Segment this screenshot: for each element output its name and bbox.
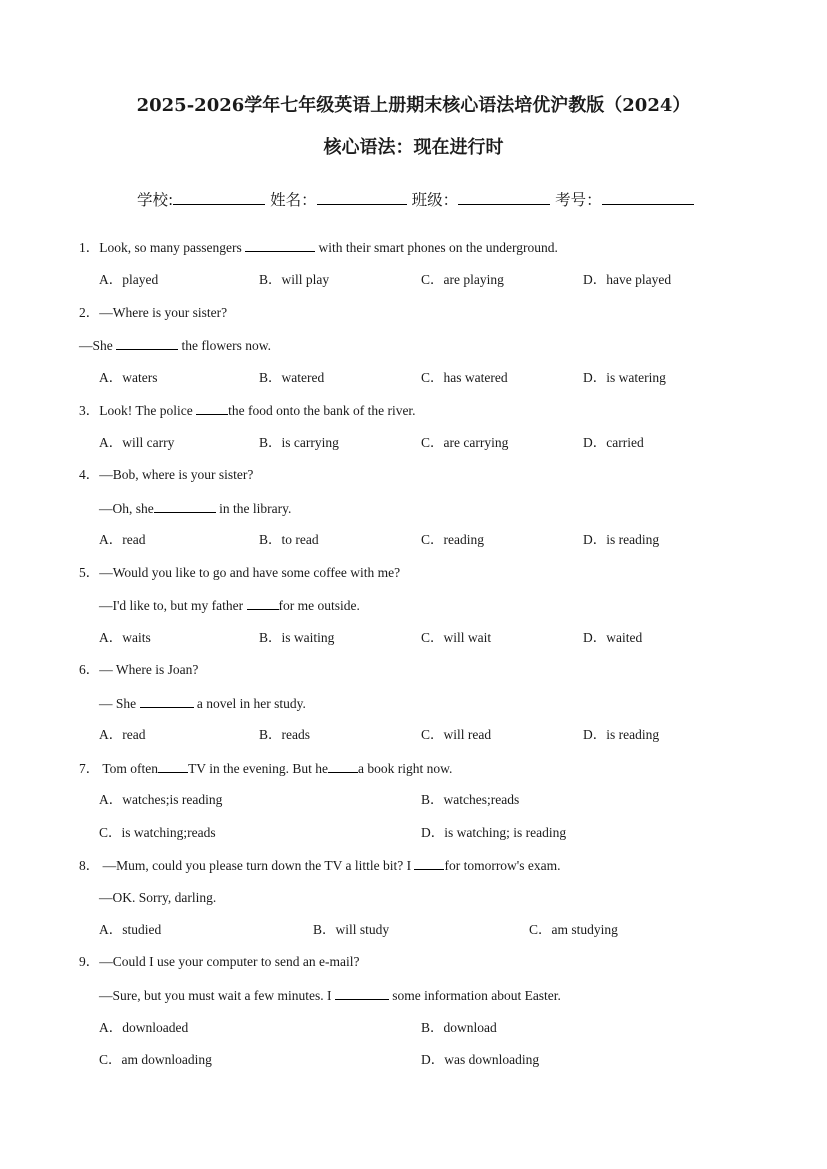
- question-1-option-d[interactable]: D．have played: [583, 272, 672, 287]
- question-9-option-a[interactable]: A．downloaded: [99, 1020, 189, 1035]
- question-4-option-c[interactable]: C．reading: [421, 532, 484, 547]
- question-1-option-a[interactable]: A．played: [99, 272, 159, 287]
- page-title: 2025-2026学年七年级英语上册期末核心语法培优沪教版（2024）: [136, 95, 691, 116]
- question-7-option-a[interactable]: A．watches;is reading: [99, 792, 223, 807]
- name-field[interactable]: [317, 190, 407, 205]
- question-2-option-d[interactable]: D．is watering: [583, 370, 666, 385]
- question-number: 4．: [79, 467, 100, 482]
- question-4-answer-line: —Oh, she in the library.: [99, 501, 292, 516]
- exam-no-field[interactable]: [602, 190, 694, 205]
- question-4-option-b[interactable]: B．to read: [259, 532, 319, 547]
- question-5-option-d[interactable]: D．waited: [583, 630, 643, 645]
- question-1-option-c[interactable]: C．are playing: [421, 272, 504, 287]
- question-2-option-c[interactable]: C．has watered: [421, 370, 508, 385]
- question-2-option-a[interactable]: A．waters: [99, 370, 158, 385]
- question-1-stem: 1．Look, so many passengers with their smart phones on the underground.: [79, 240, 558, 255]
- question-8-reply: —OK. Sorry, darling.: [99, 890, 217, 905]
- answer-blank: [247, 596, 279, 610]
- question-number: 1．: [79, 240, 100, 255]
- question-4-option-a[interactable]: A．read: [99, 532, 146, 547]
- exam-no-label: 考号：: [555, 191, 602, 209]
- class-field[interactable]: [458, 190, 550, 205]
- question-5-answer-line: —I'd like to, but my father for me outside.: [99, 598, 360, 613]
- page-subtitle: 核心语法：现在进行时: [323, 137, 504, 158]
- answer-blank: [154, 499, 216, 513]
- question-8-option-c[interactable]: C．am studying: [529, 922, 618, 937]
- question-9-option-b[interactable]: B．download: [421, 1020, 497, 1035]
- question-4-stem: 4．—Bob, where is your sister?: [79, 467, 254, 482]
- student-info-row: [137, 188, 694, 210]
- question-4-option-d[interactable]: D．is reading: [583, 532, 660, 547]
- question-number: 2．: [79, 305, 100, 320]
- answer-blank: [245, 238, 315, 252]
- answer-blank: [335, 986, 389, 1000]
- answer-blank: [414, 856, 444, 870]
- question-9-stem: 9．—Could I use your computer to send an e-mail?: [79, 954, 360, 969]
- question-8-option-a[interactable]: A．studied: [99, 922, 162, 937]
- question-7-option-b[interactable]: B．watches;reads: [421, 792, 520, 807]
- question-9-option-c[interactable]: C．am downloading: [99, 1052, 212, 1067]
- question-6-option-d[interactable]: D．is reading: [583, 727, 660, 742]
- school-field[interactable]: [173, 190, 265, 205]
- question-7-option-d[interactable]: D．is watching; is reading: [421, 825, 567, 840]
- answer-blank: [196, 401, 228, 415]
- question-3-option-b[interactable]: B．is carrying: [259, 435, 339, 450]
- question-6-stem: 6．— Where is Joan?: [79, 662, 199, 677]
- answer-blank: [328, 759, 358, 773]
- question-8-stem: 8． —Mum, could you please turn down the TV a little bit? I for tomorrow's exam.: [79, 858, 561, 873]
- question-2-stem: 2．—Where is your sister?: [79, 305, 228, 320]
- question-7-stem: 7． Tom often TV in the evening. But he a book right now.: [79, 761, 453, 776]
- question-3-option-c[interactable]: C．are carrying: [421, 435, 509, 450]
- question-8-option-b[interactable]: B．will study: [313, 922, 390, 937]
- answer-blank: [158, 759, 188, 773]
- question-6-option-b[interactable]: B．reads: [259, 727, 310, 742]
- school-label: 学校:: [137, 191, 174, 209]
- answer-blank: [116, 336, 178, 350]
- question-3-option-a[interactable]: A．will carry: [99, 435, 175, 450]
- question-9-option-d[interactable]: D．was downloading: [421, 1052, 540, 1067]
- class-label: 班级：: [411, 191, 459, 209]
- question-1-option-b[interactable]: B．will play: [259, 272, 330, 287]
- answer-blank: [140, 694, 194, 708]
- question-number: 8．: [79, 858, 100, 873]
- question-number: 9．: [79, 954, 100, 969]
- question-6-option-c[interactable]: C．will read: [421, 727, 492, 742]
- question-5-stem: 5．—Would you like to go and have some coffee with me?: [79, 565, 401, 580]
- question-6-answer-line: — She a novel in her study.: [99, 696, 306, 711]
- question-5-option-c[interactable]: C．will wait: [421, 630, 492, 645]
- question-9-answer-line: —Sure, but you must wait a few minutes. I some information about Easter.: [99, 988, 561, 1003]
- question-3-option-d[interactable]: D．carried: [583, 435, 644, 450]
- question-7-option-c[interactable]: C．is watching;reads: [99, 825, 216, 840]
- question-number: 3．: [79, 403, 100, 418]
- question-number: 7．: [79, 761, 100, 776]
- question-3-stem: 3．Look! The police the food onto the bank of the river.: [79, 403, 416, 418]
- question-5-option-a[interactable]: A．waits: [99, 630, 151, 645]
- question-2-answer-line: —She the flowers now.: [79, 338, 271, 353]
- question-2-option-b[interactable]: B．watered: [259, 370, 325, 385]
- question-number: 6．: [79, 662, 100, 677]
- question-6-option-a[interactable]: A．read: [99, 727, 146, 742]
- question-5-option-b[interactable]: B．is waiting: [259, 630, 335, 645]
- name-label: 姓名：: [270, 191, 317, 209]
- question-number: 5．: [79, 565, 100, 580]
